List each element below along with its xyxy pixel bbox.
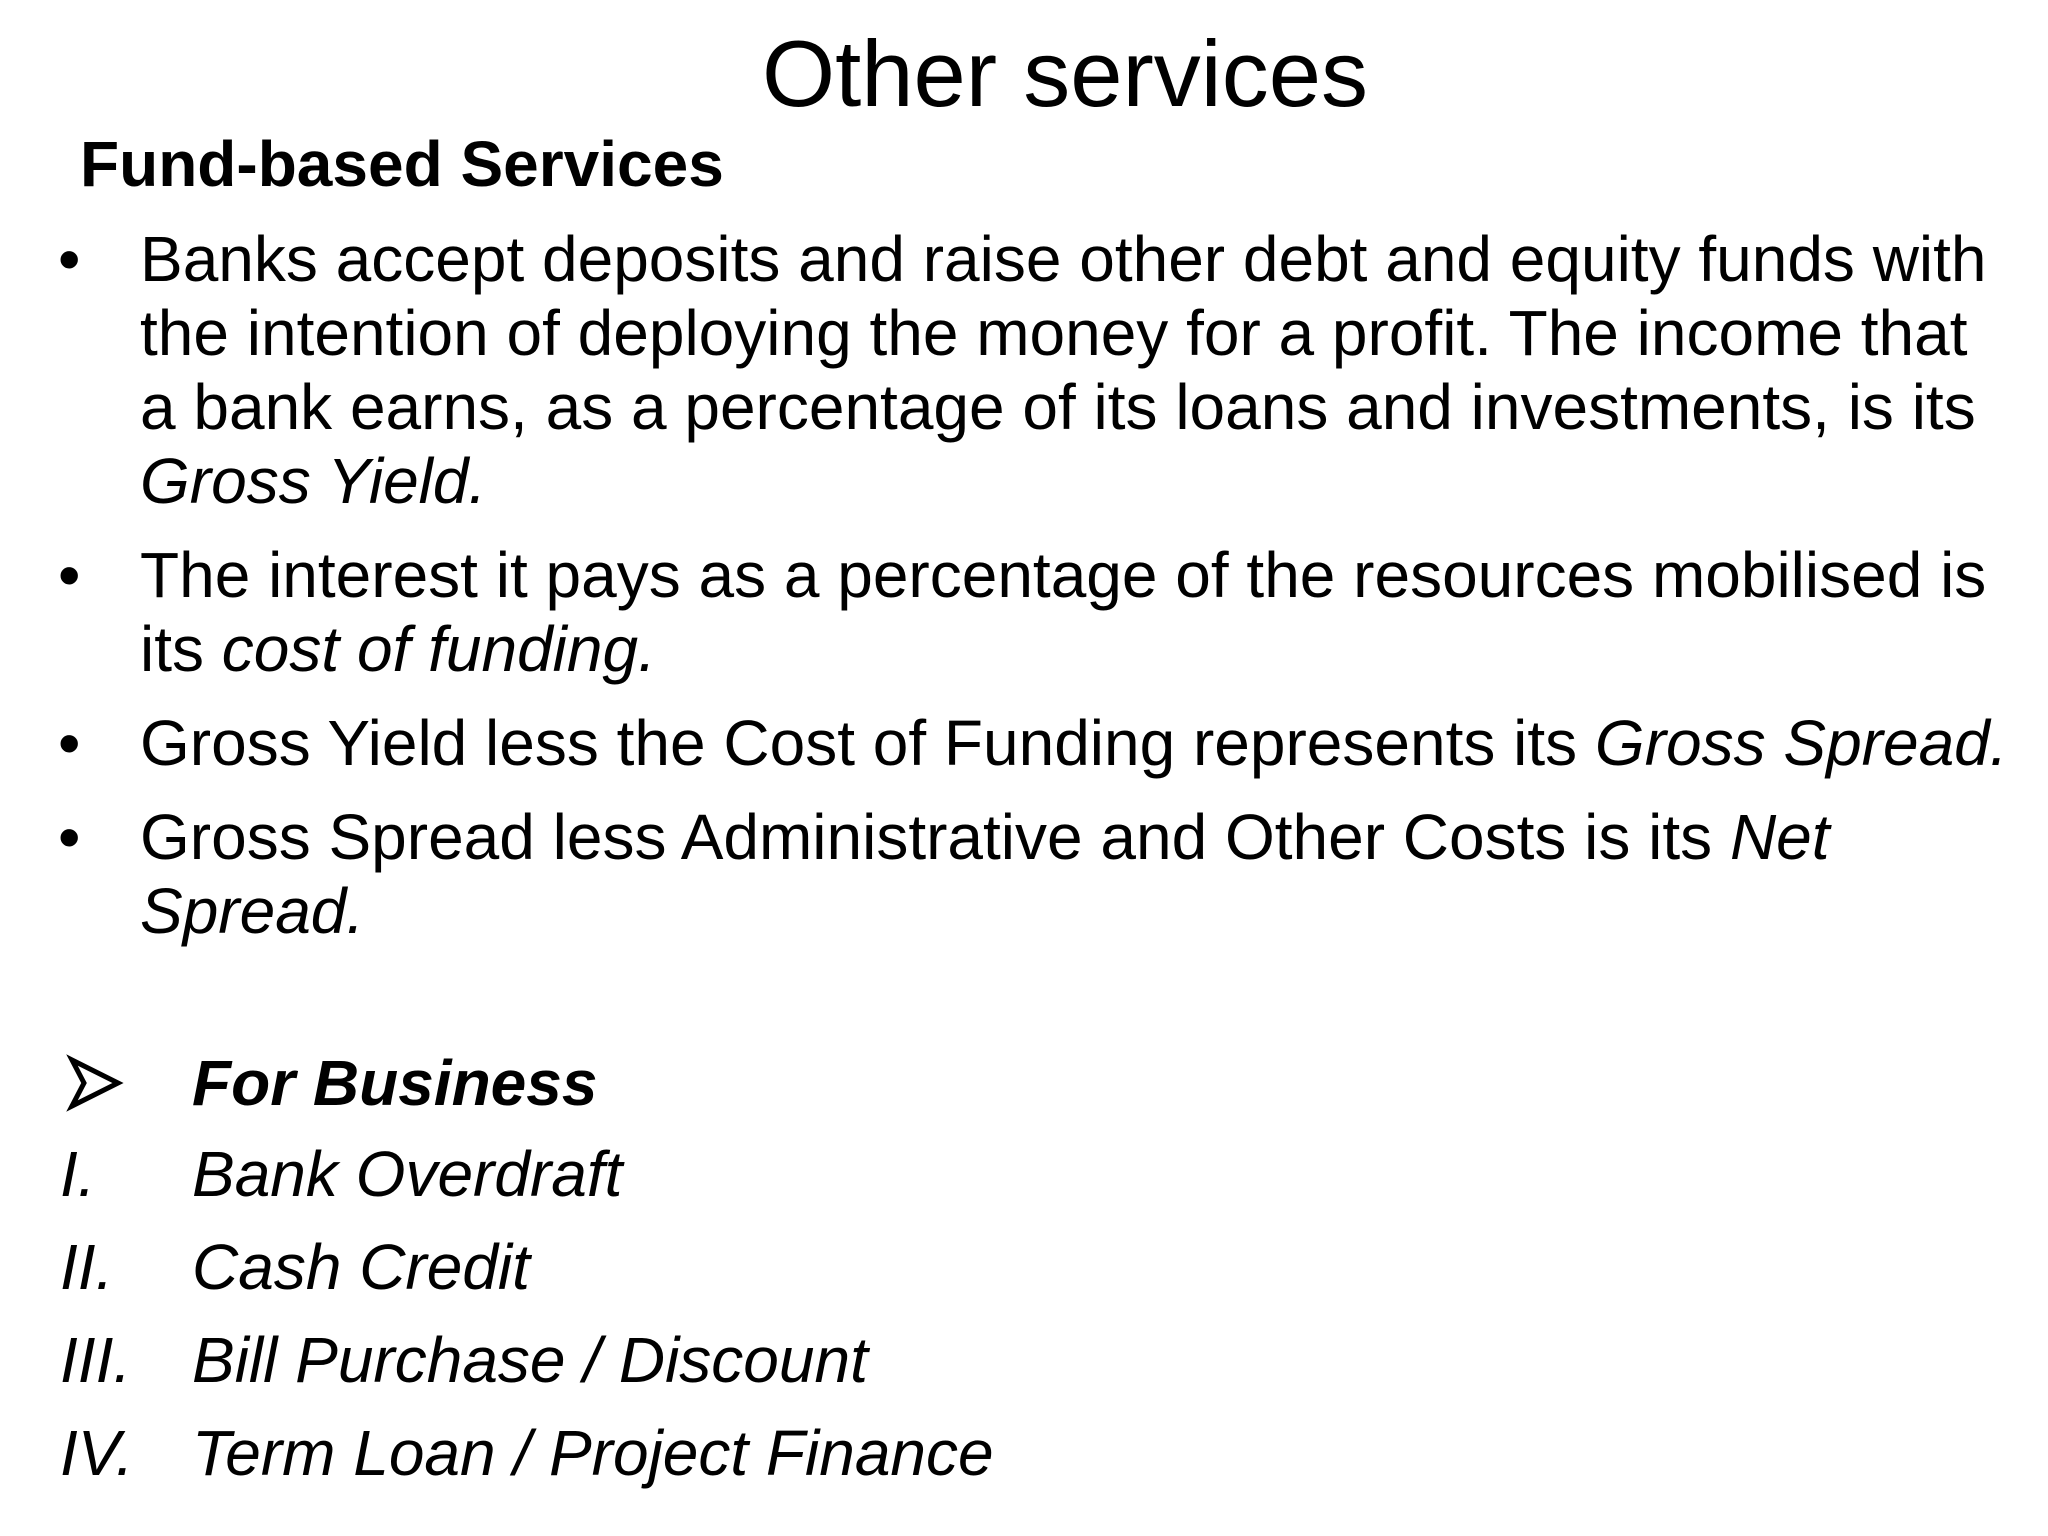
bullet-dot-icon: • bbox=[58, 539, 81, 611]
bullet-text: Gross Spread less Administrative and Other Costs is its bbox=[140, 801, 1730, 873]
arrowhead-bullet-icon bbox=[62, 1038, 126, 1128]
list-item-text: Bank Overdraft bbox=[192, 1138, 623, 1210]
roman-numeral: IV. bbox=[60, 1417, 134, 1489]
bullet-item bbox=[0, 706, 2048, 780]
roman-numeral: II. bbox=[60, 1231, 114, 1303]
bullet-item bbox=[0, 538, 2048, 686]
roman-numeral: III. bbox=[60, 1324, 132, 1396]
bullet-emphasis: Gross Yield. bbox=[140, 445, 487, 517]
business-section bbox=[0, 1038, 2048, 1500]
bullet-text: Banks accept deposits and raise other debt and equity funds with the intention of deploying the money for a profit. The income that a bank earns, as a percentage of its loans and investments, is its bbox=[140, 223, 1987, 443]
bullet-dot-icon: • bbox=[58, 707, 81, 779]
list-item bbox=[0, 1314, 2048, 1407]
bullet-item bbox=[0, 222, 2048, 518]
list-item-text: Term Loan / Project Finance bbox=[192, 1417, 994, 1489]
business-list bbox=[0, 1128, 2048, 1500]
bullet-text: The interest it pays as a percentage of the resources mobilised is its bbox=[140, 539, 1987, 685]
bullet-dot-icon: • bbox=[58, 223, 81, 295]
list-item bbox=[0, 1221, 2048, 1314]
list-item-text: Cash Credit bbox=[192, 1231, 530, 1303]
section-subtitle: Fund-based Services bbox=[80, 128, 724, 200]
bullet-emphasis: Net Spread. bbox=[140, 801, 1830, 947]
slide-title: Other services bbox=[762, 21, 1368, 126]
bullet-list bbox=[0, 222, 2048, 968]
list-item bbox=[0, 1407, 2048, 1500]
bullet-dot-icon: • bbox=[58, 801, 81, 873]
bullet-item bbox=[0, 800, 2048, 948]
business-header bbox=[0, 1038, 2048, 1128]
bullet-emphasis: Gross Spread. bbox=[1594, 707, 2008, 779]
list-item-text: Bill Purchase / Discount bbox=[192, 1324, 868, 1396]
list-item bbox=[0, 1128, 2048, 1221]
bullet-emphasis: cost of funding. bbox=[221, 613, 656, 685]
business-label: For Business bbox=[192, 1047, 598, 1119]
bullet-text: Gross Yield less the Cost of Funding represents its bbox=[140, 707, 1595, 779]
roman-numeral: I. bbox=[60, 1138, 96, 1210]
